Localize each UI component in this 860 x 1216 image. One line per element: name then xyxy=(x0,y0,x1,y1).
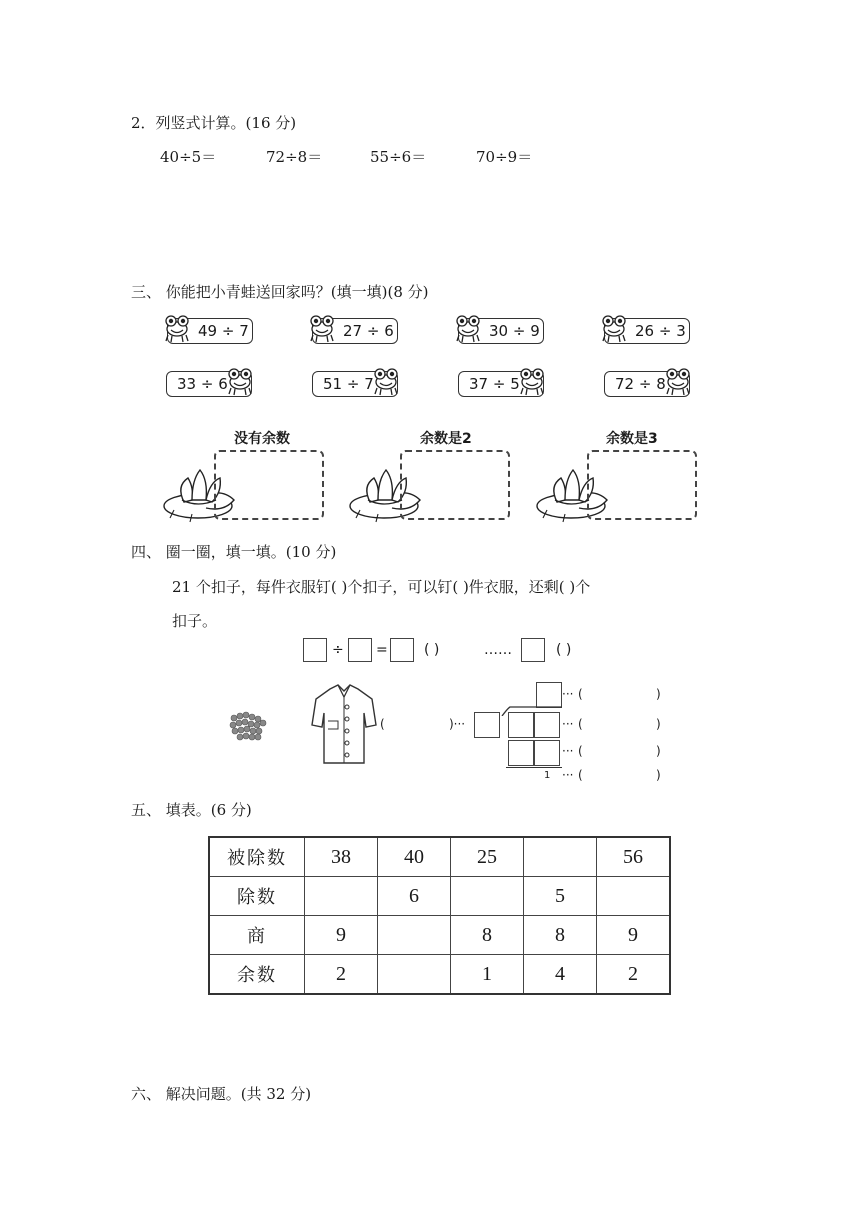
paren-open: ( xyxy=(578,768,583,782)
q4-title: 四、 圈一圈，填一填。(10 分) xyxy=(131,543,337,561)
quotient-box[interactable] xyxy=(390,638,414,662)
frog-expression: 26 ÷ 3 xyxy=(635,322,686,340)
q2-title: 2．列竖式计算。(16 分) xyxy=(131,114,297,132)
frog-expression: 72 ÷ 8 xyxy=(615,375,666,393)
fill-table xyxy=(208,836,671,995)
q4-question-line-2: 扣子。 xyxy=(172,612,218,630)
table-cell[interactable] xyxy=(524,837,597,877)
q2-problem-1: 40÷5＝ xyxy=(160,148,217,166)
table-row xyxy=(209,955,670,995)
table-cell[interactable] xyxy=(597,877,671,916)
frog-icon xyxy=(601,315,629,345)
row-header-divisor: 除数 xyxy=(209,877,305,916)
remainder-paren: ( ) xyxy=(556,642,572,658)
q2-problem-4: 70÷9＝ xyxy=(476,148,533,166)
frog-expression: 30 ÷ 9 xyxy=(489,322,540,340)
frog-icon xyxy=(309,315,337,345)
frog-expression: 49 ÷ 7 xyxy=(198,322,249,340)
subtraction-line xyxy=(506,767,562,768)
table-cell[interactable] xyxy=(378,916,451,955)
q4-question-line-1: 21 个扣子，每件衣服钉( )个扣子，可以钉( )件衣服，还剩( )个 xyxy=(172,578,591,596)
frog-card xyxy=(312,371,398,397)
dividend-ones-box[interactable] xyxy=(534,712,560,738)
frog-card xyxy=(604,371,690,397)
home-box-no-remainder[interactable] xyxy=(214,450,324,520)
frog-icon xyxy=(519,368,547,398)
paren-open: ( xyxy=(578,717,583,731)
home-box-remainder-3[interactable] xyxy=(587,450,697,520)
row-header-remainder: 余数 xyxy=(209,955,305,995)
table-cell[interactable]: 25 xyxy=(451,837,524,877)
paren-close: ) xyxy=(656,744,661,758)
table-cell[interactable]: 9 xyxy=(597,916,671,955)
remainder-box[interactable] xyxy=(521,638,545,662)
row-header-dividend: 被除数 xyxy=(209,837,305,877)
frog-icon xyxy=(373,368,401,398)
frog-card xyxy=(312,318,398,344)
table-row xyxy=(209,877,670,916)
frog-icon xyxy=(665,368,693,398)
table-cell[interactable]: 56 xyxy=(597,837,671,877)
quotient-paren: ( ) xyxy=(424,642,440,658)
q2-problem-3: 55÷6＝ xyxy=(370,148,427,166)
paren-close: ) xyxy=(656,717,661,731)
home-label-remainder-2: 余数是2 xyxy=(420,431,472,447)
table-cell[interactable] xyxy=(378,955,451,995)
paren-close: ) xyxy=(656,687,661,701)
shirt-icon xyxy=(308,683,380,767)
table-cell[interactable]: 6 xyxy=(378,877,451,916)
frog-card xyxy=(604,318,690,344)
frog-icon xyxy=(455,315,483,345)
table-cell[interactable]: 8 xyxy=(451,916,524,955)
dividend-tens-box[interactable] xyxy=(508,712,534,738)
paren-close: ) xyxy=(656,768,661,782)
product-ones-box[interactable] xyxy=(534,740,560,766)
row-dots: ··· xyxy=(562,687,574,701)
paren-open: ( xyxy=(578,744,583,758)
table-cell[interactable]: 2 xyxy=(597,955,671,995)
product-tens-box[interactable] xyxy=(508,740,534,766)
frog-card xyxy=(458,371,544,397)
buttons-pile-icon xyxy=(228,710,268,742)
frog-icon xyxy=(227,368,255,398)
table-cell[interactable]: 9 xyxy=(305,916,378,955)
quotient-box[interactable] xyxy=(536,682,562,708)
equals-sign: = xyxy=(376,642,388,658)
q5-title: 五、 填表。(6 分) xyxy=(131,801,252,819)
table-cell[interactable] xyxy=(451,877,524,916)
row-header-quotient: 商 xyxy=(209,916,305,955)
q3-title: 三、 你能把小青蛙送回家吗？(填一填)(8 分) xyxy=(131,283,429,301)
divisor-box[interactable] xyxy=(474,712,500,738)
q6-title: 六、 解决问题。(共 32 分) xyxy=(131,1085,312,1103)
row-dots: ··· xyxy=(562,717,574,731)
table-cell[interactable]: 5 xyxy=(524,877,597,916)
frog-expression: 37 ÷ 5 xyxy=(469,375,520,393)
table-row xyxy=(209,916,670,955)
table-cell[interactable]: 2 xyxy=(305,955,378,995)
row-dots: ··· xyxy=(562,744,574,758)
dividend-box[interactable] xyxy=(303,638,327,662)
table-cell[interactable]: 38 xyxy=(305,837,378,877)
table-cell[interactable]: 40 xyxy=(378,837,451,877)
paren-open: ( xyxy=(380,717,385,731)
divisor-box[interactable] xyxy=(348,638,372,662)
frog-card xyxy=(458,318,544,344)
home-label-remainder-3: 余数是3 xyxy=(606,431,658,447)
frog-expression: 51 ÷ 7 xyxy=(323,375,374,393)
row-dots: ··· xyxy=(562,768,574,782)
table-cell[interactable]: 1 xyxy=(451,955,524,995)
frog-icon xyxy=(164,315,192,345)
frog-expression: 27 ÷ 6 xyxy=(343,322,394,340)
divide-sign: ÷ xyxy=(332,642,344,658)
table-row xyxy=(209,837,670,877)
frog-expression: 33 ÷ 6 xyxy=(177,375,228,393)
table-cell[interactable]: 8 xyxy=(524,916,597,955)
paren-open: ( xyxy=(578,687,583,701)
table-cell[interactable]: 4 xyxy=(524,955,597,995)
table-cell[interactable] xyxy=(305,877,378,916)
home-box-remainder-2[interactable] xyxy=(400,450,510,520)
frog-card xyxy=(166,371,252,397)
q2-problem-2: 72÷8＝ xyxy=(266,148,323,166)
home-label-no-remainder: 没有余数 xyxy=(234,431,290,447)
remainder-dots: …… xyxy=(484,642,512,658)
remainder-digit: 1 xyxy=(544,770,551,781)
frog-card xyxy=(167,318,253,344)
paren-close-dots: )··· xyxy=(449,717,466,731)
